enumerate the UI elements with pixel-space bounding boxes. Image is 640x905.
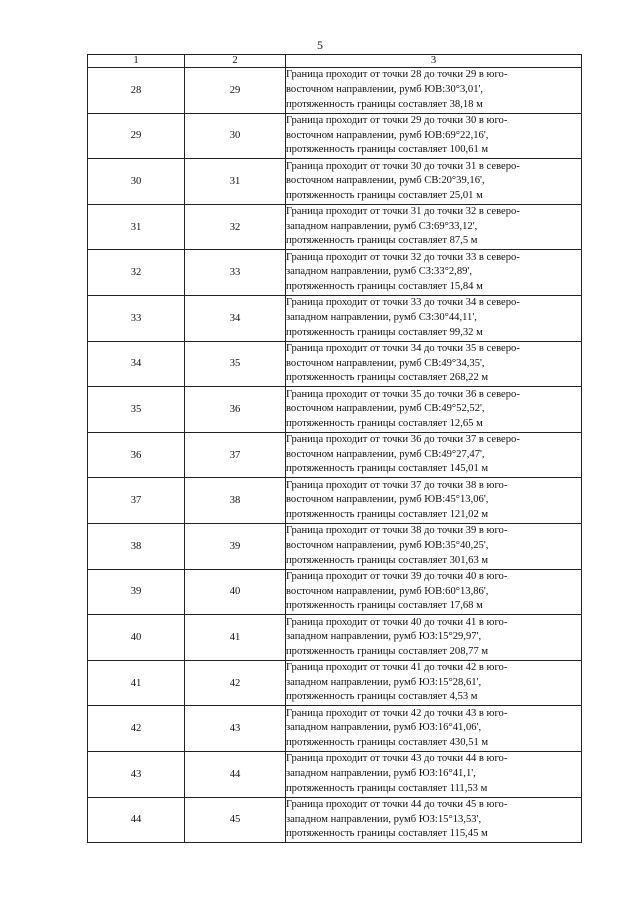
table-row [88,615,582,661]
from-point-cell: 29 [88,113,185,159]
table-row [88,341,582,387]
to-point-cell: 30 [185,113,286,159]
boundary-description-cell: Граница проходит от точки 33 до точки 34 в северо- западном направлении, румб СЗ:30°44,11', протяженность границы составляет 99,32 м [286,295,582,341]
page-number: 5 [317,38,323,52]
from-point-cell: 34 [88,341,185,387]
table-row [88,523,582,569]
from-point-cell: 44 [88,797,185,843]
from-point-cell: 31 [88,204,185,250]
to-point-cell: 44 [185,751,286,797]
boundary-description-cell: Граница проходит от точки 32 до точки 33 в северо- западном направлении, румб СЗ:33°2,89', протяженность границы составляет 15,84 м [286,250,582,296]
table-row [88,797,582,843]
from-point-cell: 39 [88,569,185,615]
boundary-description-cell: Граница проходит от точки 30 до точки 31 в северо- восточном направлении, румб СВ:20°39,16', протяженность границы составляет 25,01 м [286,159,582,205]
table-row [88,751,582,797]
to-point-cell: 33 [185,250,286,296]
table-row [88,706,582,752]
to-point-cell: 32 [185,204,286,250]
from-point-cell: 30 [88,159,185,205]
to-point-cell: 36 [185,387,286,433]
table-body [88,68,582,843]
column-header-1: 1 [88,55,185,68]
table-header [88,55,582,68]
table-row [88,432,582,478]
from-point-cell: 36 [88,432,185,478]
header-row [88,55,582,68]
boundary-description-cell: Граница проходит от точки 34 до точки 35 в северо- восточном направлении, румб СВ:49°34,35', протяженность границы составляет 268,22 м [286,341,582,387]
column-header-2: 2 [185,55,286,68]
from-point-cell: 37 [88,478,185,524]
to-point-cell: 45 [185,797,286,843]
boundary-description-cell: Граница проходит от точки 44 до точки 45 в юго- западном направлении, румб ЮЗ:15°13,53', протяженность границы составляет 115,45 м [286,797,582,843]
to-point-cell: 40 [185,569,286,615]
from-point-cell: 43 [88,751,185,797]
table-row [88,387,582,433]
boundary-description-cell: Граница проходит от точки 35 до точки 36 в северо- восточном направлении, румб СВ:49°52,52', протяженность границы составляет 12,65 м [286,387,582,433]
to-point-cell: 29 [185,68,286,114]
to-point-cell: 31 [185,159,286,205]
from-point-cell: 33 [88,295,185,341]
table-row [88,295,582,341]
to-point-cell: 41 [185,615,286,661]
table-row [88,204,582,250]
from-point-cell: 32 [88,250,185,296]
from-point-cell: 40 [88,615,185,661]
from-point-cell: 35 [88,387,185,433]
boundary-description-cell: Граница проходит от точки 39 до точки 40 в юго- восточном направлении, румб ЮВ:60°13,86', протяженность границы составляет 17,68 м [286,569,582,615]
table-row [88,478,582,524]
table-row [88,68,582,114]
table-row [88,159,582,205]
boundary-description-cell: Граница проходит от точки 37 до точки 38 в юго- восточном направлении, румб ЮВ:45°13,06', протяженность границы составляет 121,02 м [286,478,582,524]
from-point-cell: 38 [88,523,185,569]
boundary-description-cell: Граница проходит от точки 43 до точки 44 в юго- западном направлении, румб ЮЗ:16°41,1', протяженность границы составляет 111,53 м [286,751,582,797]
table-row [88,250,582,296]
to-point-cell: 43 [185,706,286,752]
to-point-cell: 35 [185,341,286,387]
column-header-3: 3 [286,55,582,68]
from-point-cell: 28 [88,68,185,114]
boundary-description-cell: Граница проходит от точки 38 до точки 39 в юго- восточном направлении, румб ЮВ:35°40,25', протяженность границы составляет 301,63 м [286,523,582,569]
boundary-description-cell: Граница проходит от точки 40 до точки 41 в юго- западном направлении, румб ЮЗ:15°29,97', протяженность границы составляет 208,77 м [286,615,582,661]
boundary-description-cell: Граница проходит от точки 42 до точки 43 в юго- западном направлении, румб ЮЗ:16°41,06', протяженность границы составляет 430,51 м [286,706,582,752]
to-point-cell: 39 [185,523,286,569]
boundary-description-cell: Граница проходит от точки 28 до точки 29 в юго- восточном направлении, румб ЮВ:30°3,01', протяженность границы составляет 38,18 м [286,68,582,114]
to-point-cell: 34 [185,295,286,341]
to-point-cell: 38 [185,478,286,524]
to-point-cell: 42 [185,660,286,706]
boundary-description-cell: Граница проходит от точки 36 до точки 37 в северо- восточном направлении, румб СВ:49°27,47', протяженность границы составляет 145,01 м [286,432,582,478]
table-row [88,113,582,159]
to-point-cell: 37 [185,432,286,478]
from-point-cell: 41 [88,660,185,706]
boundary-description-cell: Граница проходит от точки 41 до точки 42 в юго- западном направлении, румб ЮЗ:15°28,61', протяженность границы составляет 4,53 м [286,660,582,706]
table-row [88,569,582,615]
boundary-table [87,54,582,843]
from-point-cell: 42 [88,706,185,752]
table-row [88,660,582,706]
boundary-description-cell: Граница проходит от точки 31 до точки 32 в северо- западном направлении, румб СЗ:69°33,12', протяженность границы составляет 87,5 м [286,204,582,250]
boundary-description-cell: Граница проходит от точки 29 до точки 30 в юго- восточном направлении, румб ЮВ:69°22,16', протяженность границы составляет 100,61 м [286,113,582,159]
